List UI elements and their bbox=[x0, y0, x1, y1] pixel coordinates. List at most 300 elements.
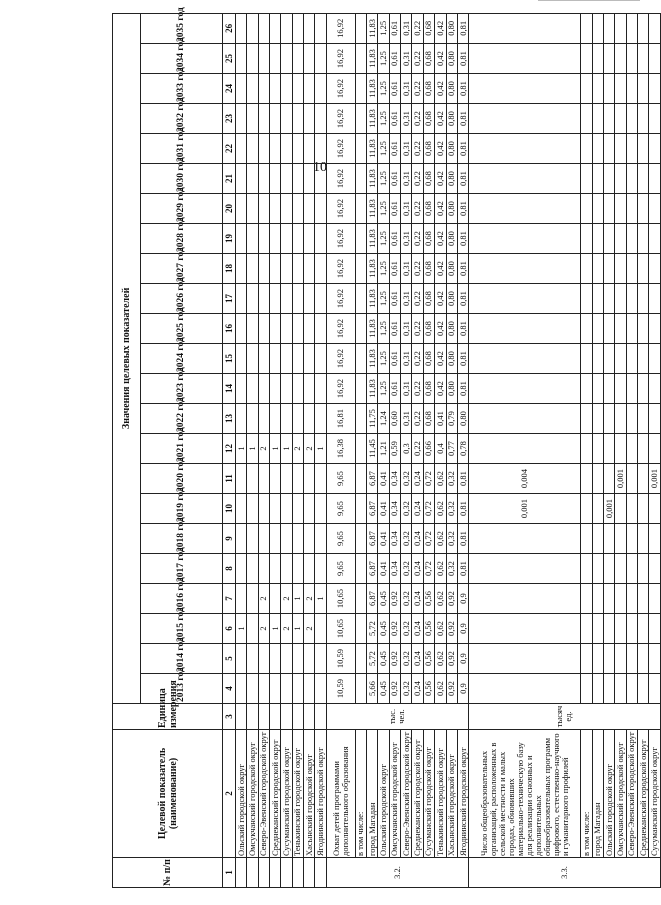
value-cell: 11,83 bbox=[367, 44, 378, 74]
value-cell bbox=[637, 13, 648, 43]
value-cell bbox=[626, 494, 637, 524]
value-cell bbox=[236, 344, 247, 374]
value-cell: 0,31 bbox=[401, 13, 412, 43]
value-cell: 1,25 bbox=[378, 224, 389, 254]
value-cell: 1 bbox=[270, 614, 281, 644]
value-cell bbox=[626, 464, 637, 494]
value-cell bbox=[592, 644, 603, 674]
column-index: 23 bbox=[223, 104, 236, 134]
value-cell bbox=[281, 134, 292, 164]
value-cell bbox=[649, 44, 660, 74]
value-cell bbox=[236, 464, 247, 494]
value-cell: 0,42 bbox=[435, 284, 446, 314]
value-cell: 0,22 bbox=[412, 314, 423, 344]
value-cell bbox=[270, 224, 281, 254]
value-cell bbox=[469, 614, 581, 644]
value-cell bbox=[304, 74, 315, 104]
column-index: 5 bbox=[223, 644, 236, 674]
value-cell: 2 bbox=[281, 614, 292, 644]
value-cell bbox=[615, 374, 626, 404]
value-cell: 0,32 bbox=[401, 674, 412, 704]
value-cell bbox=[581, 74, 592, 104]
value-cell bbox=[281, 224, 292, 254]
value-cell bbox=[315, 344, 326, 374]
value-cell: 0,32 bbox=[446, 524, 457, 554]
value-cell: 11,83 bbox=[367, 194, 378, 224]
value-cell bbox=[469, 404, 581, 434]
value-cell bbox=[649, 194, 660, 224]
district-name: Омсукчанский городской округ bbox=[615, 730, 626, 858]
value-cell bbox=[581, 494, 592, 524]
value-cell: 0,22 bbox=[412, 434, 423, 464]
value-cell bbox=[304, 164, 315, 194]
year-header: 2026 год bbox=[141, 284, 223, 314]
district-name: Среднеканский городской округ bbox=[270, 730, 281, 858]
value-cell: 0,31 bbox=[401, 164, 412, 194]
value-cell: 11,83 bbox=[367, 254, 378, 284]
value-cell: 0,9 bbox=[457, 644, 468, 674]
value-cell: 0,24 bbox=[412, 524, 423, 554]
year-header: 2025 год bbox=[141, 314, 223, 344]
unit-cell bbox=[270, 704, 281, 730]
value-cell: 0,42 bbox=[435, 374, 446, 404]
year-header: 2017 год bbox=[141, 554, 223, 584]
value-cell bbox=[603, 524, 614, 554]
value-cell bbox=[603, 254, 614, 284]
value-cell bbox=[603, 674, 614, 704]
value-cell: 0,80 bbox=[446, 314, 457, 344]
value-cell bbox=[581, 464, 592, 494]
value-cell bbox=[469, 13, 581, 43]
column-index: 12 bbox=[223, 434, 236, 464]
value-cell: 1 bbox=[292, 614, 303, 644]
value-cell: 0,42 bbox=[435, 254, 446, 284]
value-cell: 11,75 bbox=[367, 404, 378, 434]
value-cell bbox=[258, 254, 269, 284]
value-cell bbox=[236, 13, 247, 43]
value-cell: 16,92 bbox=[326, 44, 355, 74]
value-cell bbox=[615, 224, 626, 254]
value-cell bbox=[355, 134, 366, 164]
value-cell: 0,81 bbox=[457, 494, 468, 524]
value-cell: 11,83 bbox=[367, 13, 378, 43]
table-row bbox=[258, 13, 269, 887]
value-cell bbox=[292, 674, 303, 704]
value-cell bbox=[637, 374, 648, 404]
value-cell: 0,22 bbox=[412, 284, 423, 314]
value-cell bbox=[270, 194, 281, 224]
value-cell: 0,92 bbox=[389, 674, 400, 704]
value-cell bbox=[281, 344, 292, 374]
value-cell bbox=[637, 164, 648, 194]
value-cell bbox=[270, 524, 281, 554]
value-cell bbox=[615, 314, 626, 344]
value-cell bbox=[637, 44, 648, 74]
value-cell bbox=[355, 494, 366, 524]
value-cell bbox=[592, 104, 603, 134]
value-cell: 0,22 bbox=[412, 254, 423, 284]
table-row bbox=[247, 13, 258, 887]
value-cell: 16,92 bbox=[326, 74, 355, 104]
value-cell: 10,59 bbox=[326, 674, 355, 704]
value-cell bbox=[258, 314, 269, 344]
table-row bbox=[355, 13, 366, 887]
value-cell bbox=[469, 314, 581, 344]
value-cell bbox=[355, 314, 366, 344]
value-cell bbox=[236, 254, 247, 284]
value-cell: 0,32 bbox=[401, 524, 412, 554]
year-header: 2019 год bbox=[141, 494, 223, 524]
value-cell: 0,72 bbox=[423, 464, 434, 494]
value-cell: 5,66 bbox=[367, 674, 378, 704]
top-border-line bbox=[538, 0, 640, 1]
value-cell: 16,92 bbox=[326, 194, 355, 224]
year-header: 2014 год bbox=[141, 644, 223, 674]
column-index: 7 bbox=[223, 584, 236, 614]
value-cell: 0,56 bbox=[423, 584, 434, 614]
value-cell bbox=[581, 104, 592, 134]
value-cell: 1,21 bbox=[378, 434, 389, 464]
value-cell bbox=[355, 434, 366, 464]
value-cell: 0,68 bbox=[423, 13, 434, 43]
value-cell bbox=[247, 674, 258, 704]
value-cell: 0,92 bbox=[446, 584, 457, 614]
value-cell bbox=[304, 134, 315, 164]
table-row bbox=[637, 13, 648, 887]
value-cell: 0,41 bbox=[435, 404, 446, 434]
table-row bbox=[236, 13, 247, 887]
unit-cell: тыс. чел. bbox=[326, 704, 468, 730]
value-cell bbox=[637, 314, 648, 344]
table-row bbox=[378, 13, 389, 887]
value-cell bbox=[270, 134, 281, 164]
value-cell bbox=[649, 554, 660, 584]
value-cell bbox=[626, 314, 637, 344]
table-row bbox=[581, 13, 592, 887]
value-cell bbox=[355, 44, 366, 74]
value-cell: 0,32 bbox=[446, 464, 457, 494]
value-cell bbox=[258, 104, 269, 134]
value-cell: 0,42 bbox=[435, 224, 446, 254]
column-index: 18 bbox=[223, 254, 236, 284]
value-cell: 0,22 bbox=[412, 44, 423, 74]
value-cell bbox=[292, 644, 303, 674]
value-cell bbox=[270, 254, 281, 284]
value-cell: 0,78 bbox=[457, 434, 468, 464]
value-cell bbox=[304, 44, 315, 74]
value-cell: 11,83 bbox=[367, 344, 378, 374]
value-cell: 1 bbox=[247, 434, 258, 464]
row-num-cell bbox=[236, 858, 247, 888]
value-cell bbox=[469, 104, 581, 134]
value-cell: 0,42 bbox=[435, 104, 446, 134]
year-header: 2028 год bbox=[141, 224, 223, 254]
value-cell: 2 bbox=[258, 434, 269, 464]
value-cell: 0,41 bbox=[378, 494, 389, 524]
value-cell bbox=[649, 344, 660, 374]
value-cell bbox=[469, 554, 581, 584]
value-cell bbox=[355, 224, 366, 254]
value-cell: 10,59 bbox=[326, 644, 355, 674]
value-cell bbox=[304, 224, 315, 254]
value-cell bbox=[637, 284, 648, 314]
table-row bbox=[603, 13, 614, 887]
year-header: 2027 год bbox=[141, 254, 223, 284]
value-cell: 1,25 bbox=[378, 134, 389, 164]
value-cell: 0,68 bbox=[423, 194, 434, 224]
column-index: 2 bbox=[223, 730, 236, 858]
value-cell: 1 bbox=[315, 584, 326, 614]
value-cell: 0,62 bbox=[435, 614, 446, 644]
value-cell bbox=[258, 464, 269, 494]
district-name: Ягоднинский городской округ bbox=[457, 730, 468, 858]
district-name: Северо-Эвенский городской округ bbox=[258, 730, 269, 858]
value-cell bbox=[626, 13, 637, 43]
value-cell: 0,68 bbox=[423, 404, 434, 434]
value-cell bbox=[236, 644, 247, 674]
district-name: Среднеканский городской округ bbox=[637, 730, 648, 858]
value-cell: 0,68 bbox=[423, 284, 434, 314]
value-cell: 0,77 bbox=[446, 434, 457, 464]
value-cell bbox=[603, 554, 614, 584]
value-cell: 0,62 bbox=[435, 494, 446, 524]
value-cell bbox=[615, 434, 626, 464]
year-header: 2013 год bbox=[141, 674, 223, 704]
value-cell bbox=[315, 674, 326, 704]
value-cell bbox=[247, 344, 258, 374]
value-cell: 0,80 bbox=[446, 164, 457, 194]
value-cell bbox=[236, 224, 247, 254]
value-cell bbox=[292, 224, 303, 254]
value-cell bbox=[258, 404, 269, 434]
value-cell bbox=[315, 374, 326, 404]
value-cell bbox=[592, 524, 603, 554]
value-cell bbox=[270, 13, 281, 43]
value-cell bbox=[637, 554, 648, 584]
value-cell bbox=[581, 44, 592, 74]
value-cell: 0,80 bbox=[446, 44, 457, 74]
value-cell bbox=[270, 314, 281, 344]
value-cell bbox=[258, 13, 269, 43]
value-cell: 0,81 bbox=[457, 344, 468, 374]
value-cell bbox=[603, 434, 614, 464]
value-cell: 0,24 bbox=[412, 494, 423, 524]
value-cell bbox=[626, 344, 637, 374]
value-cell bbox=[355, 374, 366, 404]
value-cell bbox=[469, 344, 581, 374]
value-cell bbox=[615, 104, 626, 134]
value-cell: 0,68 bbox=[423, 74, 434, 104]
value-cell bbox=[469, 224, 581, 254]
table-row bbox=[412, 13, 423, 887]
value-cell bbox=[355, 554, 366, 584]
value-cell bbox=[355, 674, 366, 704]
district-name: Ольский городской округ bbox=[236, 730, 247, 858]
value-cell bbox=[626, 164, 637, 194]
value-cell bbox=[603, 134, 614, 164]
table-row bbox=[446, 13, 457, 887]
value-cell bbox=[626, 284, 637, 314]
value-cell: 0,61 bbox=[389, 374, 400, 404]
value-cell bbox=[355, 194, 366, 224]
value-cell bbox=[615, 13, 626, 43]
value-cell bbox=[615, 584, 626, 614]
value-cell bbox=[292, 13, 303, 43]
value-cell bbox=[281, 404, 292, 434]
value-cell: 1,25 bbox=[378, 254, 389, 284]
column-index: 9 bbox=[223, 524, 236, 554]
value-cell: 2 bbox=[258, 584, 269, 614]
value-cell bbox=[592, 134, 603, 164]
value-cell bbox=[315, 104, 326, 134]
value-cell: 0,68 bbox=[423, 344, 434, 374]
value-cell: 0,61 bbox=[389, 224, 400, 254]
value-cell bbox=[258, 554, 269, 584]
value-cell: 0,92 bbox=[446, 614, 457, 644]
value-cell: 0,81 bbox=[457, 284, 468, 314]
value-cell bbox=[270, 584, 281, 614]
value-cell: 0,24 bbox=[412, 644, 423, 674]
value-cell bbox=[592, 434, 603, 464]
value-cell bbox=[581, 284, 592, 314]
value-cell bbox=[581, 374, 592, 404]
value-cell: 0,42 bbox=[435, 314, 446, 344]
value-cell: 1 bbox=[292, 584, 303, 614]
year-header: 2018 год bbox=[141, 524, 223, 554]
value-cell bbox=[236, 404, 247, 434]
value-cell bbox=[355, 104, 366, 134]
value-cell: 0,68 bbox=[423, 374, 434, 404]
value-cell bbox=[304, 644, 315, 674]
district-name: Тенькинский городской округ bbox=[435, 730, 446, 858]
column-index: 24 bbox=[223, 74, 236, 104]
value-cell bbox=[355, 74, 366, 104]
district-name: Тенькинский городской округ bbox=[292, 730, 303, 858]
value-cell bbox=[626, 644, 637, 674]
row-num-cell bbox=[258, 858, 269, 888]
year-header: 2016 год bbox=[141, 584, 223, 614]
value-cell: 0,68 bbox=[423, 44, 434, 74]
value-cell bbox=[304, 524, 315, 554]
value-cell bbox=[626, 404, 637, 434]
column-index: 3 bbox=[223, 704, 236, 730]
table-row bbox=[615, 13, 626, 887]
value-cell bbox=[637, 194, 648, 224]
table-row bbox=[389, 13, 400, 887]
column-index: 19 bbox=[223, 224, 236, 254]
value-cell: 1 bbox=[281, 434, 292, 464]
value-cell bbox=[469, 134, 581, 164]
value-cell bbox=[581, 644, 592, 674]
value-cell bbox=[626, 554, 637, 584]
table-row bbox=[469, 13, 581, 887]
value-cell bbox=[581, 13, 592, 43]
value-cell bbox=[603, 344, 614, 374]
value-cell: 16,92 bbox=[326, 104, 355, 134]
value-cell: 0,9 bbox=[457, 674, 468, 704]
value-cell: 0,81 bbox=[457, 374, 468, 404]
value-cell: 0,62 bbox=[435, 644, 446, 674]
value-cell bbox=[603, 314, 614, 344]
value-cell: 1 bbox=[236, 614, 247, 644]
unit-cell bbox=[281, 704, 292, 730]
value-cell bbox=[236, 134, 247, 164]
value-cell bbox=[304, 194, 315, 224]
value-cell: 16,92 bbox=[326, 13, 355, 43]
value-cell: 0,61 bbox=[389, 104, 400, 134]
table-row bbox=[223, 13, 236, 887]
value-cell bbox=[270, 494, 281, 524]
value-cell: 0,4 bbox=[435, 434, 446, 464]
value-cell: 0,32 bbox=[401, 554, 412, 584]
value-cell: 0,81 bbox=[457, 464, 468, 494]
value-cell bbox=[615, 494, 626, 524]
value-cell: 16,92 bbox=[326, 314, 355, 344]
value-cell bbox=[315, 404, 326, 434]
value-cell bbox=[258, 194, 269, 224]
value-cell bbox=[304, 104, 315, 134]
value-cell: 0,68 bbox=[423, 224, 434, 254]
value-cell: 0,24 bbox=[412, 674, 423, 704]
value-cell: 1,25 bbox=[378, 74, 389, 104]
value-cell bbox=[603, 284, 614, 314]
value-cell: 9,65 bbox=[326, 464, 355, 494]
value-cell: 0,80 bbox=[446, 224, 457, 254]
value-cell: 0,61 bbox=[389, 254, 400, 284]
value-cell: 0,68 bbox=[423, 134, 434, 164]
value-cell: 16,92 bbox=[326, 344, 355, 374]
value-cell bbox=[469, 44, 581, 74]
value-cell bbox=[355, 614, 366, 644]
column-index: 6 bbox=[223, 614, 236, 644]
value-cell: 5,72 bbox=[367, 614, 378, 644]
table-row bbox=[626, 13, 637, 887]
district-name: Ягоднинский городской округ bbox=[315, 730, 326, 858]
value-cell: 0,001 bbox=[469, 494, 581, 524]
value-cell: 6,87 bbox=[367, 524, 378, 554]
value-cell bbox=[581, 134, 592, 164]
value-cell bbox=[603, 374, 614, 404]
value-cell: 1,25 bbox=[378, 194, 389, 224]
value-cell: 0,61 bbox=[389, 134, 400, 164]
value-cell: 0,41 bbox=[378, 524, 389, 554]
value-cell: 0,32 bbox=[446, 554, 457, 584]
value-cell bbox=[626, 74, 637, 104]
value-cell: 0,22 bbox=[412, 374, 423, 404]
district-name: Хасынский городской округ bbox=[446, 730, 457, 858]
value-cell: 0,31 bbox=[401, 374, 412, 404]
value-cell bbox=[592, 194, 603, 224]
value-cell bbox=[637, 134, 648, 164]
value-cell: 2 bbox=[304, 434, 315, 464]
value-cell: 16,92 bbox=[326, 254, 355, 284]
value-cell bbox=[649, 74, 660, 104]
incl-label: в том числе: bbox=[355, 730, 366, 858]
value-cell bbox=[649, 134, 660, 164]
value-cell bbox=[236, 674, 247, 704]
value-cell bbox=[581, 524, 592, 554]
value-cell bbox=[469, 194, 581, 224]
value-cell: 0,001 bbox=[615, 464, 626, 494]
value-cell bbox=[469, 254, 581, 284]
value-cell bbox=[649, 284, 660, 314]
value-cell bbox=[469, 524, 581, 554]
value-cell bbox=[292, 194, 303, 224]
value-cell: 0,59 bbox=[389, 434, 400, 464]
value-cell: 0,32 bbox=[446, 494, 457, 524]
value-cell bbox=[592, 254, 603, 284]
value-cell bbox=[281, 494, 292, 524]
